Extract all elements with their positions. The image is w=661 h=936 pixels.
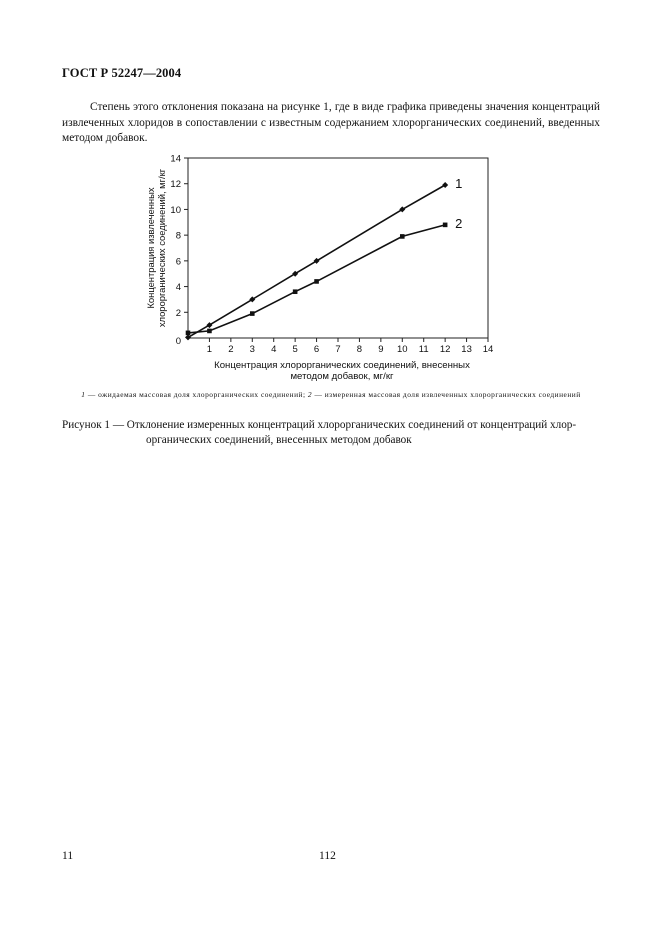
series-2-point [314,279,319,284]
series-2-point [443,223,448,228]
x-tick-label: 7 [335,344,341,355]
series-2-point [207,329,212,334]
figure-caption [62,418,602,447]
x-tick-label: 10 [396,344,408,355]
series-2-point [250,311,255,316]
y-tick-label: 8 [175,230,181,242]
x-tick-label: 13 [461,344,472,355]
series-2-line [188,225,445,333]
series-1-point [442,182,448,188]
x-tick-label: 14 [482,344,494,355]
series-2-label: 2 [455,215,463,231]
legend-note [62,389,600,400]
page-number-center: 112 [319,850,336,862]
y-axis-title-line-2: хлорорганических соединений, мг/кг [156,168,167,328]
y-tick-label: 12 [170,179,181,191]
y-tick-label: 4 [175,282,181,294]
legend-item-1-text: — ожидаемая массовая доля хлорорганических соединений; [85,390,308,399]
intro-paragraph: Степень этого отклонения показана на рисунке 1, где в виде графика приведены значения концентраций извлеченных хлоридов в сопоставлении с известным содержанием хлорорганических соединений, введенных методом добавок. [62,101,600,144]
x-tick-label: 9 [378,344,384,355]
series-2-point [186,331,191,336]
y-axis-title-line-1: Концентрация извлеченных [145,187,156,309]
legend-item-2-number: 2 [307,390,313,399]
x-tick-label: 6 [313,344,320,355]
x-tick-label: 2 [228,344,234,355]
series-1-point [185,334,191,340]
x-tick-label: 8 [356,344,363,355]
document-header: ГОСТ Р 52247—2004 [62,66,182,80]
legend-item-2-text: — измеренная массовая доля извлеченных хлорорганических соединений [312,390,581,399]
origin-label: 0 [175,336,181,347]
y-tick-label: 2 [175,307,181,319]
y-tick-label: 10 [170,204,181,216]
concentration-chart [140,150,510,382]
y-tick-label: 14 [170,153,181,165]
series-1-label: 1 [455,176,463,191]
x-tick-label: 12 [439,344,451,355]
x-tick-label: 11 [418,344,429,355]
series-2-point [400,234,405,239]
chart-series [185,182,448,340]
x-axis-title-line-2: методом добавок, мг/кг [290,371,394,382]
caption-line-1: Рисунок 1 — Отклонение измеренных концентраций хлорорганических соединений от концентраций хлор- [62,419,577,431]
series-2-point [293,289,298,294]
x-tick-label: 1 [206,344,213,355]
legend-item-1-number: 1 [81,390,86,399]
page-number-left: 11 [62,850,74,862]
y-tick-label: 6 [175,256,181,268]
x-axis-title-line-1: Концентрация хлорорганических соединений, внесенных [214,360,470,371]
caption-line-2: органических соединений, внесенных методом добавок [146,433,412,446]
x-tick-label: 5 [292,344,298,355]
x-tick-label: 3 [249,344,255,355]
x-tick-label: 4 [271,344,277,355]
